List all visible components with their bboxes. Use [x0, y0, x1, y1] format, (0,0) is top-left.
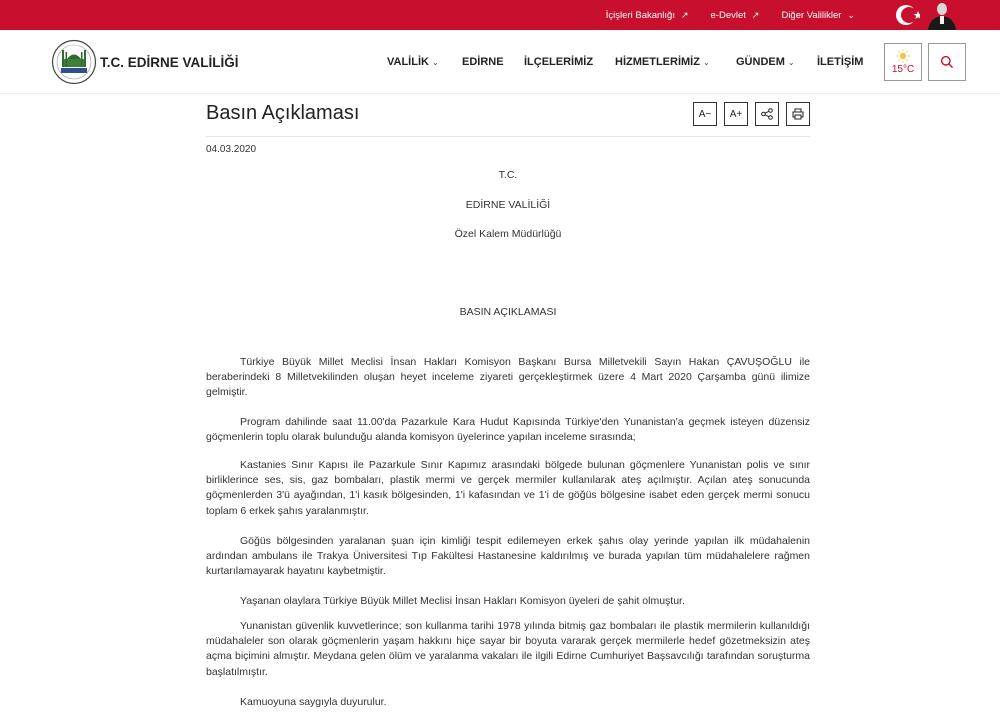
ataturk-portrait — [920, 0, 962, 30]
heading-line-ozel-kalem: Özel Kalem Müdürlüğü — [454, 228, 562, 240]
nav-item-label: HİZMETLERİMİZ — [615, 56, 700, 68]
top-link-edevlet[interactable] — [711, 10, 760, 21]
font-increase-button[interactable] — [724, 102, 748, 126]
top-bar — [0, 0, 1000, 30]
edirne-valiligi-logo[interactable] — [51, 39, 97, 85]
weather-temperature: 15°C — [891, 64, 915, 75]
article-titlebar — [206, 94, 810, 137]
top-links — [606, 0, 855, 30]
heading-line-valilik: EDİRNE VALİLİĞİ — [465, 199, 551, 211]
nav-item-edirne[interactable] — [462, 56, 504, 68]
article-tools — [693, 102, 810, 126]
share-button[interactable] — [755, 102, 779, 126]
chevron-down-icon: ⌄ — [787, 57, 795, 67]
top-link-diger-valilikler[interactable] — [781, 10, 855, 21]
external-link-icon: ↗ — [751, 9, 760, 20]
font-decrease-button[interactable] — [693, 102, 717, 126]
font-increase-icon: A+ — [729, 108, 743, 120]
sun-icon — [895, 49, 911, 63]
top-link-icisleri[interactable] — [606, 10, 689, 21]
nav-item-label: VALİLİK — [387, 56, 429, 68]
article-paragraph-1: Türkiye Büyük Millet Meclisi İnsan Hakları Komisyon Başkanı Bursa Milletvekili Sayın Hakan ÇAVUŞOĞLU ile beraberindeki 8 Milletvekilinden oluşan heyet inceleme ziyareti gerçekleştirmek üzere 4 Mart 2020 Çarşamba günü ilimize gelmiştir. — [206, 356, 810, 399]
external-link-icon: ↗ — [680, 9, 689, 20]
article-date: 04.03.2020 — [206, 144, 257, 155]
nav-item-gundem[interactable] — [736, 56, 795, 68]
nav-item-label: EDİRNE — [462, 56, 504, 68]
site-header — [0, 30, 1000, 94]
article-paragraph-5: Yaşanan olaylara Türkiye Büyük Millet Meclisi İnsan Hakları Komisyon üyeleri de şahit olmuştur. — [240, 595, 685, 607]
article-paragraph-6: Yunanistan güvenlik kuvvetlerince; son kullanma tarihi 1978 yılında bitmiş gaz bombaları ile plastik mermilerin kullanıldığı müdahaleler son olarak göçmenlerin yaşam hakkını hiçe sayar bir boyuta vararak gerçek mermilerle hedef gözetmeksizin ateş açma biçimini almıştır. Meydana gelen ölüm ve yaralanma vakaları ile ilgili Edirne Cumhuriyet Başsavcılığı tarafından soruşturma başlatılmıştır. — [206, 620, 810, 678]
top-link-label: e-Devlet — [710, 9, 746, 21]
chevron-down-icon: ⌄ — [431, 57, 439, 67]
print-icon — [792, 108, 804, 120]
search-button[interactable] — [928, 43, 966, 81]
nav-item-valilik[interactable] — [387, 56, 439, 68]
print-button[interactable] — [786, 102, 810, 126]
heading-line-tc: T.C. — [498, 169, 518, 181]
font-decrease-icon: A− — [698, 108, 712, 120]
article-paragraph-4: Göğüs bölgesinden yaralanan şuan için kimliği tespit edilemeyen erkek şahıs olay yerinde yapılan ilk müdahalenin ardından ambulans ile Trakya Üniversitesi Tıp Fakültesi Hastanesine kaldırılmış ve burada yapılan tüm müdahalelere rağmen kurtarılamayarak hayatını kaybetmiştir. — [206, 535, 810, 578]
nav-item-iletisim[interactable] — [817, 56, 863, 68]
article-paragraph-2: Program dahilinde saat 11.00'da Pazarkule Kara Hudut Kapısında Türkiye'den Yunanistan'a geçmek isteyen düzensiz göçmenlerin toplu olarak bulunduğu alanda komisyon üyelerince yapılan inceleme sırasında; — [206, 416, 810, 444]
nav-item-hizmetlerimiz[interactable] — [615, 56, 710, 68]
top-link-label: Diğer Valilikler — [781, 9, 842, 21]
article-paragraph-3: Kastanies Sınır Kapısı ile Pazarkule Sınır Kapımız arasındaki bölgede bulunan göçmenlere Yunanistan polis ve sınır birliklerince ses, sis, gaz bombaları, plastik mermi ve gerçek mermiler kullanılarak ateş açılmıştır. Açılan ateş sonucunda göçmenlerden 3'ü ayağından, 1'i kasık bölgesinden, 1'i kafasından ve 1'i de göğüs bölgesine isabet eden gerçek mermi sonucu toplam 6 erkek şahıs yaralanmıştır. — [206, 459, 810, 517]
nav-item-ilcelerimiz[interactable] — [524, 56, 593, 68]
share-icon — [761, 108, 773, 120]
nav-item-label: İLÇELERİMİZ — [524, 56, 594, 68]
chevron-down-icon: ⌄ — [702, 57, 710, 67]
weather-widget[interactable] — [884, 43, 922, 81]
article-subheading: BASIN AÇIKLAMASI — [459, 306, 557, 318]
search-icon — [940, 55, 954, 69]
chevron-down-icon: ⌄ — [847, 9, 855, 20]
site-brand[interactable]: T.C. EDİRNE VALİLİĞİ — [100, 55, 239, 70]
nav-item-label: GÜNDEM — [736, 56, 785, 68]
nav-item-label: İLETİŞİM — [817, 56, 864, 68]
page-title: Basın Açıklaması — [206, 102, 360, 124]
article-paragraph-7: Kamuoyuna saygıyla duyurulur. — [240, 696, 387, 708]
top-link-label: İçişleri Bakanlığı — [605, 9, 675, 21]
